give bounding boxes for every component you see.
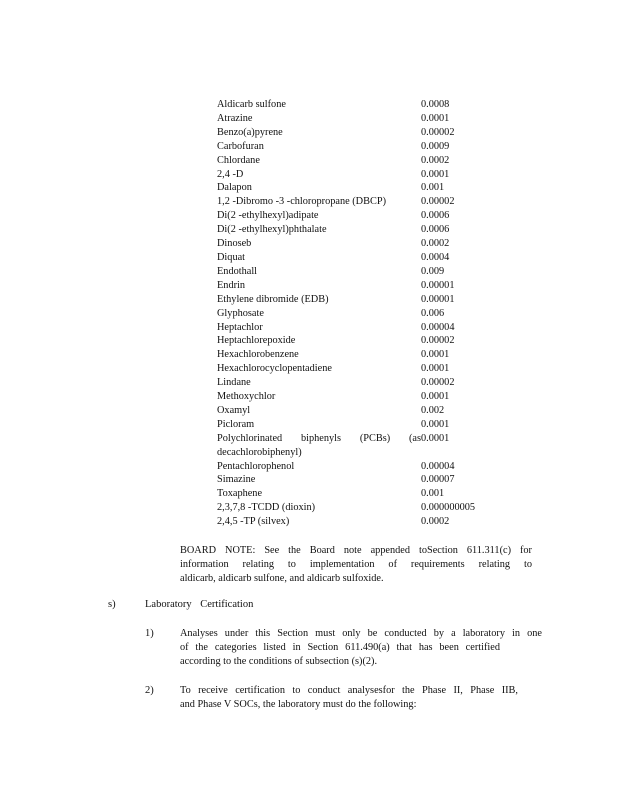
contaminant-name: Toxaphene (217, 488, 263, 500)
board-note (180, 544, 532, 586)
contaminant-name: Oxamyl (217, 404, 251, 416)
mcl-value: 0.00002 (421, 335, 455, 347)
table-row (217, 404, 517, 418)
contaminant-name: Hexachlorocyclopentadiene (217, 363, 332, 375)
table-row (217, 265, 517, 279)
contaminant-name: Di(2 -ethylhexyl)adipate (217, 210, 319, 222)
table-row (217, 515, 517, 529)
mcl-value: 0.0001 (421, 112, 450, 124)
contaminant-name: Ethylene dibromide (EDB) (217, 293, 329, 305)
contaminant-name: 2,4,5 -TP (silvex) (217, 516, 290, 528)
mcl-value: 0.00001 (421, 279, 455, 291)
mcl-value: 0.009 (421, 265, 445, 277)
table-row (217, 307, 517, 321)
paragraph-line: of the categories listed in Section 611.490(a) that has been certified (180, 642, 500, 653)
table-row (217, 251, 517, 265)
item-paragraph (180, 684, 518, 712)
contaminant-name: Heptachlorepoxide (217, 335, 296, 347)
table-row (217, 487, 517, 501)
mcl-value: 0.0002 (421, 516, 450, 528)
mcl-value: 0.0001 (421, 168, 450, 180)
contaminant-name: Dinoseb (217, 238, 252, 250)
table-row (217, 140, 517, 154)
table-row (217, 432, 517, 460)
mcl-value: 0.00001 (421, 293, 455, 305)
table-row (217, 321, 517, 335)
table-row (217, 334, 517, 348)
contaminant-name: Dalapon (217, 182, 252, 194)
section-label: s) (108, 599, 116, 610)
mcl-value: 0.0001 (421, 418, 450, 430)
contaminant-name: Simazine (217, 474, 256, 486)
table-row (217, 154, 517, 168)
contaminant-name: 2,4 -D (217, 168, 244, 180)
contaminant-name: Diquat (217, 251, 246, 263)
mcl-value: 0.0004 (421, 251, 450, 263)
contaminant-name: Picloram (217, 418, 255, 430)
table-row (217, 209, 517, 223)
mcl-value: 0.0002 (421, 154, 450, 166)
paragraph-line: To receive certification to conduct analysesfor the Phase II, Phase IIB, (180, 685, 518, 696)
table-row (217, 237, 517, 251)
table-row (217, 293, 517, 307)
table-row (217, 126, 517, 140)
table-row (217, 501, 517, 515)
mcl-value: 0.0006 (421, 210, 450, 222)
table-row (217, 390, 517, 404)
mcl-value: 0.00004 (421, 460, 455, 472)
mcl-value: 0.00002 (421, 377, 455, 389)
contaminant-name: Glyphosate (217, 307, 264, 319)
table-row (217, 223, 517, 237)
table-row (217, 348, 517, 362)
contaminant-table (217, 98, 517, 529)
mcl-value: 0.001 (421, 488, 445, 500)
mcl-value: 0.0001 (421, 432, 450, 444)
section-title: Laboratory Certification (145, 599, 254, 610)
paragraph-line: and Phase V SOCs, the laboratory must do the following: (180, 699, 417, 710)
paragraph-line: according to the conditions of subsection (s)(2). (180, 656, 378, 667)
item-number: 2) (145, 685, 154, 696)
mcl-value: 0.00004 (421, 321, 455, 333)
board-note-line: BOARD NOTE: See the Board note appended toSection 611.311(c) for (180, 545, 532, 556)
contaminant-name: Aldicarb sulfone (217, 99, 286, 110)
table-row (217, 460, 517, 474)
mcl-value: 0.0001 (421, 349, 450, 361)
mcl-value: 0.0008 (421, 99, 450, 110)
mcl-value: 0.0009 (421, 140, 450, 152)
contaminant-name: Carbofuran (217, 140, 264, 152)
contaminant-name: Chlordane (217, 154, 260, 166)
table-row (217, 168, 517, 182)
item-paragraph (180, 627, 542, 669)
contaminant-name: Atrazine (217, 112, 253, 124)
contaminant-name: 1,2 -Dibromo -3 -chloropropane (DBCP) (217, 196, 387, 208)
table-row (217, 195, 517, 209)
mcl-value: 0.006 (421, 307, 445, 319)
contaminant-name: Methoxychlor (217, 391, 276, 403)
contaminant-name: Endothall (217, 265, 258, 277)
mcl-value: 0.00002 (421, 126, 455, 138)
mcl-value: 0.00002 (421, 196, 455, 208)
table-row (217, 418, 517, 432)
mcl-value: 0.0001 (421, 363, 450, 375)
contaminant-name: Endrin (217, 279, 246, 291)
contaminant-name: Lindane (217, 377, 251, 389)
mcl-value: 0.0001 (421, 391, 450, 403)
table-row (217, 112, 517, 126)
contaminant-name: Heptachlor (217, 321, 263, 333)
table-row (217, 181, 517, 195)
mcl-value: 0.002 (421, 404, 445, 416)
table-row (217, 362, 517, 376)
paragraph-line: Analyses under this Section must only be conducted by a laboratory in one (180, 628, 542, 639)
pcb-name-line2: decachlorobiphenyl) (217, 446, 302, 458)
contaminant-name: Di(2 -ethylhexyl)phthalate (217, 224, 327, 236)
contaminant-name: 2,3,7,8 -TCDD (dioxin) (217, 502, 316, 514)
table-row (217, 376, 517, 390)
contaminant-name: Hexachlorobenzene (217, 349, 299, 361)
board-note-line: aldicarb, aldicarb sulfone, and aldicarb sulfoxide. (180, 573, 384, 584)
table-row (217, 279, 517, 293)
item-number: 1) (145, 628, 154, 639)
mcl-value: 0.00007 (421, 474, 455, 486)
mcl-value: 0.0006 (421, 224, 450, 236)
table-row (217, 98, 517, 112)
table-row (217, 473, 517, 487)
mcl-value: 0.0002 (421, 238, 450, 250)
mcl-value: 0.001 (421, 182, 445, 194)
pcb-name-line1: Polychlorinated biphenyls (PCBs) (as (217, 432, 421, 444)
contaminant-name: Benzo(a)pyrene (217, 126, 283, 138)
contaminant-name: Pentachlorophenol (217, 460, 295, 472)
board-note-line: information relating to implementation of requirements relating to (180, 559, 532, 570)
mcl-value: 0.000000005 (421, 502, 476, 514)
contaminant-name (217, 432, 421, 460)
